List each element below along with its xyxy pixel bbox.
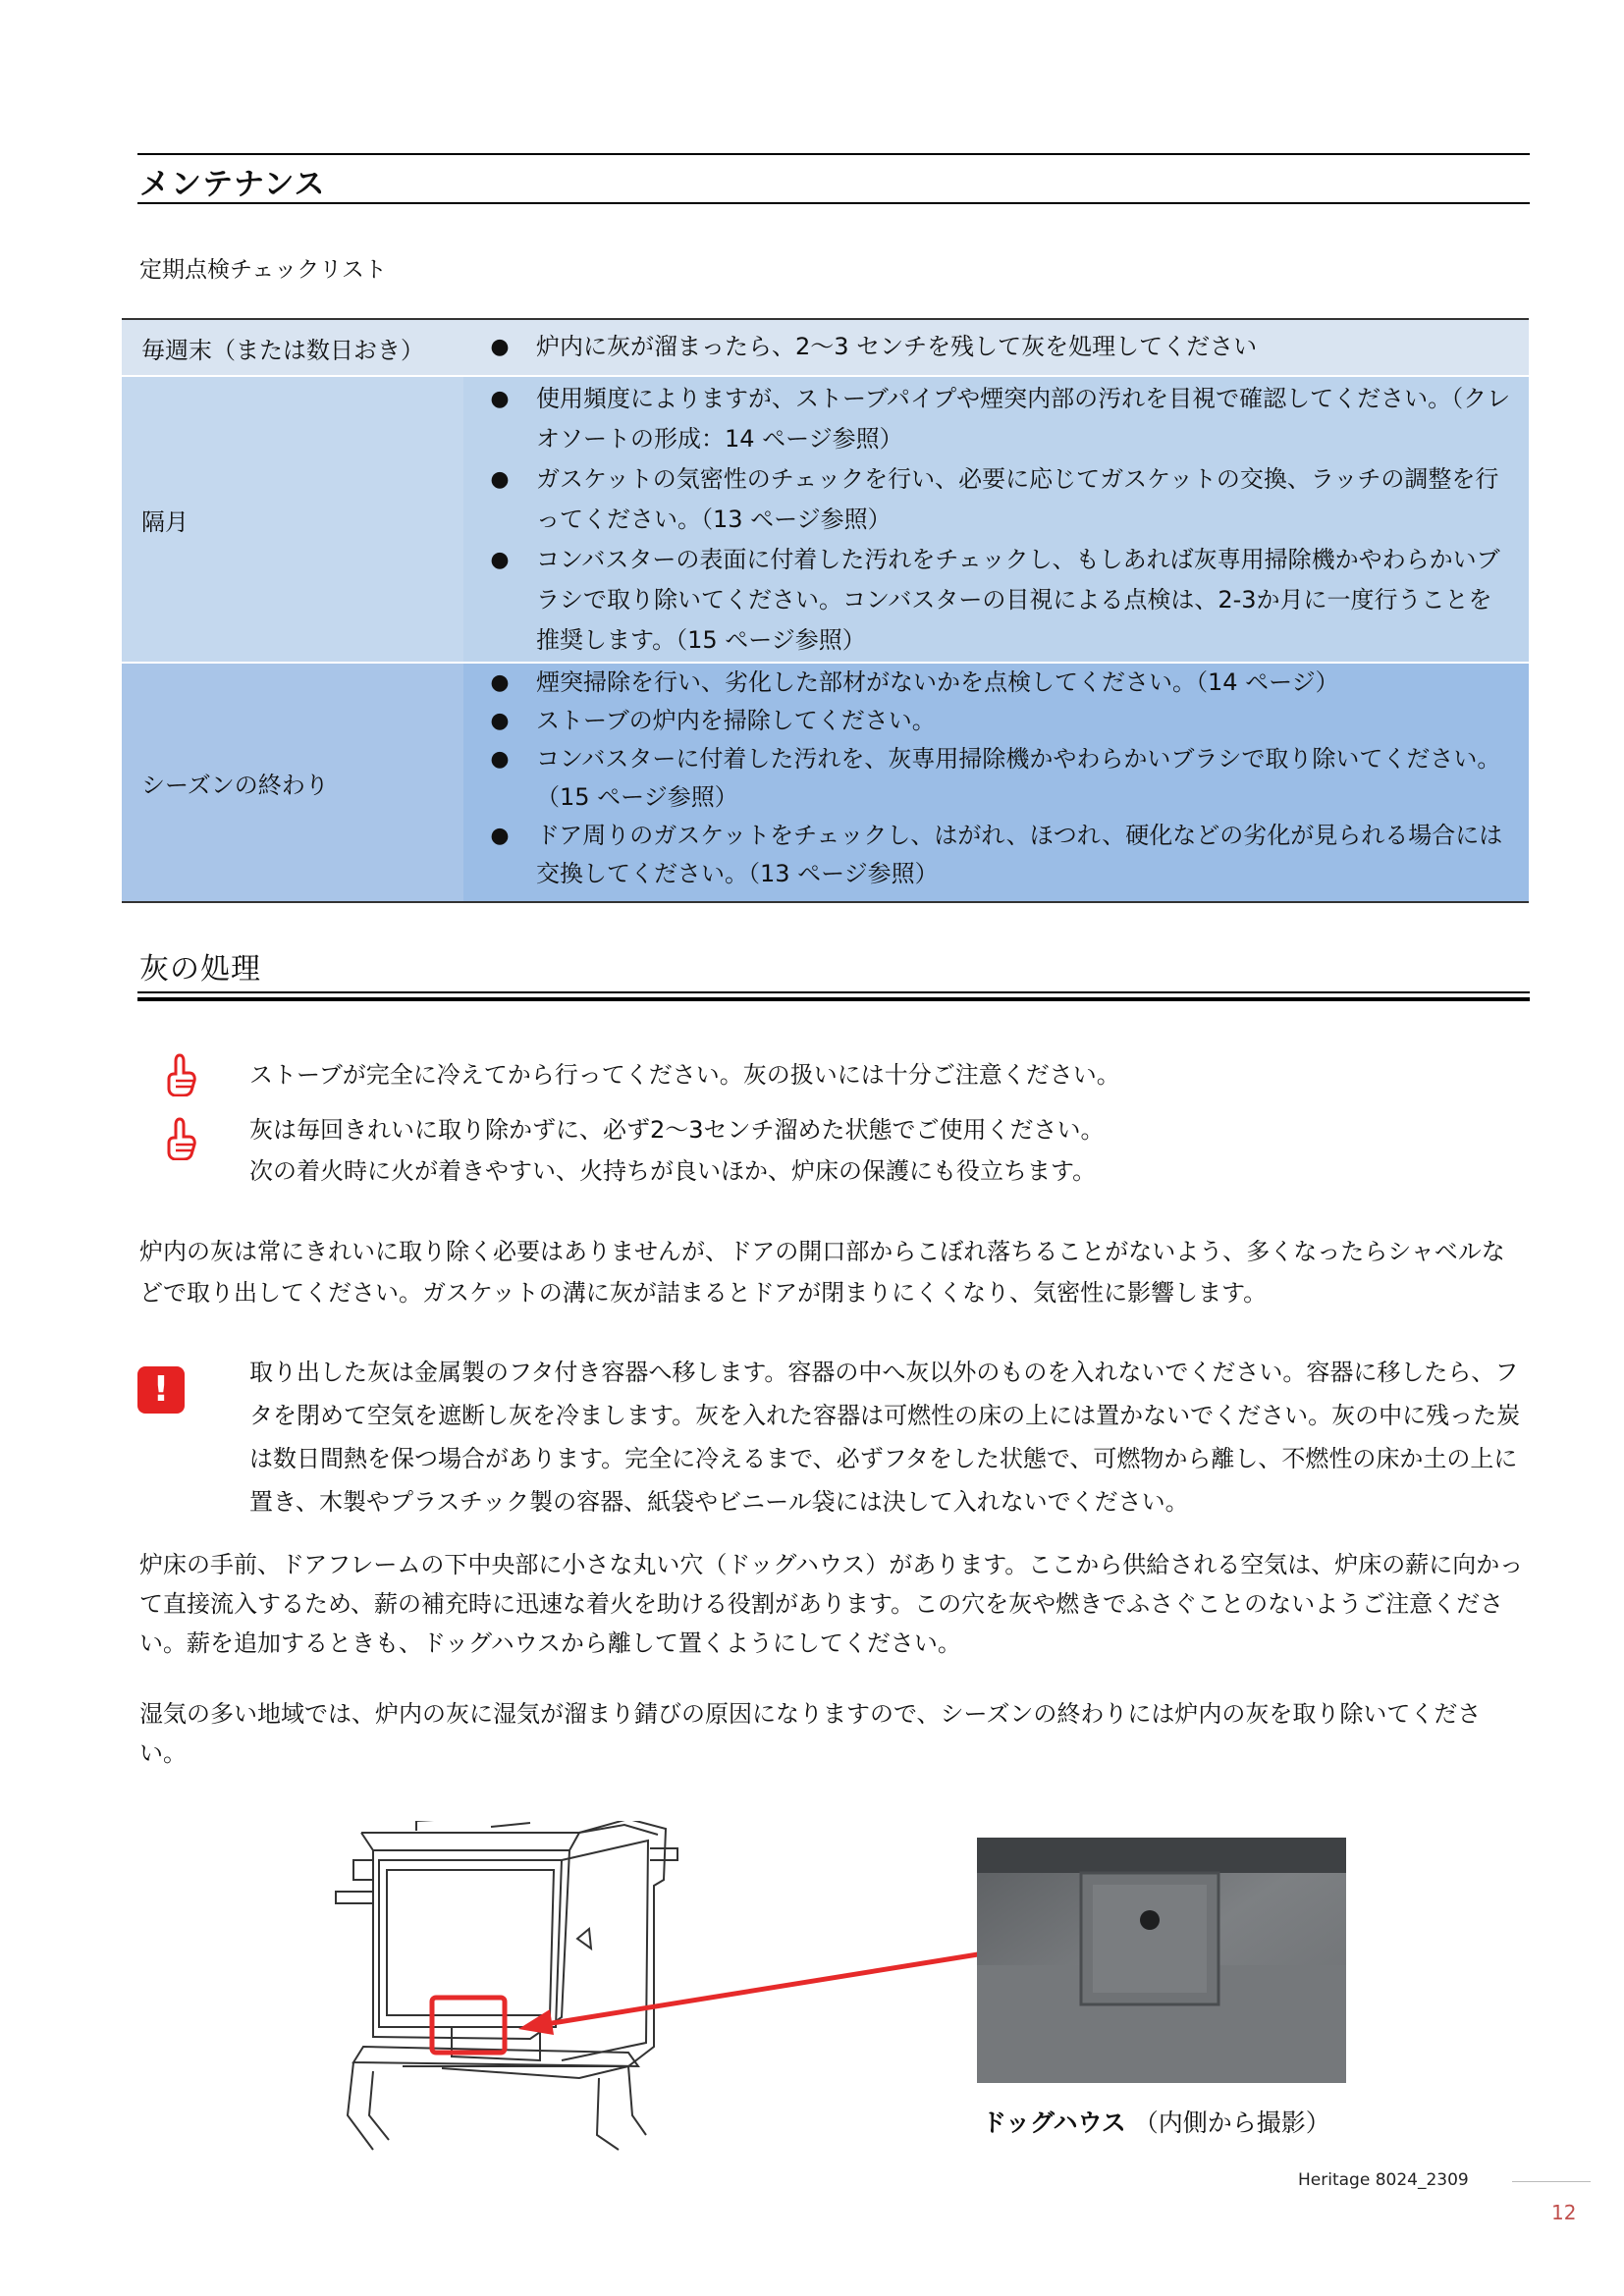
bullet-icon: ● — [490, 670, 510, 695]
pointing-hand-icon — [160, 1053, 199, 1096]
row-label: 隔月 — [122, 377, 463, 662]
figure-caption — [982, 2104, 1330, 2139]
list-item: ● 煙突掃除を行い、劣化した部材がないかを点検してください。（14 ページ） — [463, 664, 1529, 702]
table-row — [122, 318, 1529, 375]
list-item: ● ストーブの炉内を掃除してください。 — [463, 702, 1529, 740]
bullet-icon: ● — [490, 824, 510, 848]
top-rule — [137, 153, 1530, 155]
bullet-icon: ● — [490, 747, 510, 772]
list-item: ● 炉内に灰が溜まったら、2～3 センチを残して灰を処理してください — [463, 327, 1529, 367]
ash-paragraph-1: 炉内の灰は常にきれいに取り除く必要はありませんが、ドアの開口部からこぼれ落ちることがないよう、多くなったらシャベルなどで取り出してください。ガスケットの溝に灰が詰まるとドアが閉まりにくくなり、気密性に影響します。 — [139, 1238, 1505, 1307]
ash-paragraph-2: 炉床の手前、ドアフレームの下中央部に小さな丸い穴（ドッグハウス）があります。ここから供給される空気は、炉床の薪に向かって直接流入するため、薪の補充時に迅速な着火を助ける役割があります。この穴を灰や燃きでふさぐことのないようご注意ください。薪を追加するときも、ドッグハウスから離して置くようにしてください。 — [139, 1551, 1524, 1657]
warning-text: 取り出した灰は金属製のフタ付き容器へ移します。容器の中へ灰以外のものを入れないでください。容器に移したら、フタを閉めて空気を遮断し灰を冷まします。灰を入れた容器は可燃性の床の上には置かないでください。灰の中に残った炭は数日間熱を保つ場合があります。完全に冷えるまで、必ずフタをした状態で、可燃物から離し、不燃性の床か土の上に置き、木製やプラスチック製の容器、紙袋やビニール袋には決して入れないでください。 — [249, 1359, 1521, 1516]
checklist-subtitle: 定期点検チェックリスト — [139, 257, 387, 283]
bullet-icon: ● — [490, 335, 510, 359]
arrow-icon — [511, 1949, 982, 2037]
row-label: 毎週末（または数日おき） — [122, 320, 463, 375]
table-row — [122, 375, 1529, 662]
list-item: ● ガスケットの気密性のチェックを行い、必要に応じてガスケットの交換、ラッチの調整を行ってください。（13 ページ参照） — [463, 459, 1529, 540]
ash-title: 灰の処理 — [139, 952, 261, 987]
list-item: ● 使用頻度によりますが、ストーブパイプや煙突内部の汚れを目視で確認してください。（クレオソートの形成：14 ページ参照） — [463, 379, 1529, 459]
ash-rule-1 — [137, 991, 1530, 993]
footer-doc: Heritage 8024_2309 — [1298, 2170, 1469, 2190]
note-2-line-2: 次の着火時に火が着きやすい、火持ちが良いほか、炉床の保護にも役立ちます。 — [249, 1157, 1097, 1185]
page-number: 12 — [1551, 2201, 1577, 2224]
bullet-icon: ● — [490, 709, 510, 733]
dog-house-photo — [977, 1838, 1346, 2083]
note-1: ストーブが完全に冷えてから行ってください。灰の扱いには十分ご注意ください。 — [249, 1061, 1120, 1089]
bullet-icon: ● — [490, 548, 510, 572]
row-label: シーズンの終わり — [122, 664, 463, 901]
ash-rule-2 — [137, 997, 1530, 1001]
list-item: ● ドア周りのガスケットをチェックし、はがれ、ほつれ、硬化などの劣化が見られる場合には交換してください。（13 ページ参照） — [463, 817, 1529, 893]
ash-paragraph-3: 湿気の多い地域では、炉内の灰に湿気が溜まり錆びの原因になりますので、シーズンの終わりには炉内の灰を取り除いてください。 — [139, 1700, 1482, 1767]
list-item: ● コンバスターの表面に付着した汚れをチェックし、もしあれば灰専用掃除機かやわらかいブラシで取り除いてください。コンバスターの目視による点検は、2-3か月に一度行うことを推奨します。（15 ページ参照） — [463, 540, 1529, 661]
checklist-table — [122, 318, 1529, 903]
row-content — [463, 320, 1529, 375]
warning-icon: ! — [137, 1366, 185, 1414]
bullet-icon: ● — [490, 387, 510, 411]
footer-rule — [1512, 2181, 1591, 2182]
note-2-line-1: 灰は毎回きれいに取り除かずに、必ず2～3センチ溜めた状態でご使用ください。 — [249, 1116, 1105, 1144]
title-underline — [137, 202, 1530, 204]
maintenance-title: メンテナンス — [139, 167, 326, 202]
pointing-hand-icon — [160, 1117, 199, 1160]
table-row — [122, 662, 1529, 903]
caption-bold: ドッグハウス — [982, 2109, 1126, 2137]
list-item: ● コンバスターに付着した汚れを、灰専用掃除機かやわらかいブラシで取り除いてください。（15 ページ参照） — [463, 740, 1529, 817]
row-content — [463, 664, 1529, 901]
bullet-icon: ● — [490, 467, 510, 492]
row-content — [463, 377, 1529, 662]
caption-rest: （内側から撮影） — [1133, 2109, 1330, 2137]
